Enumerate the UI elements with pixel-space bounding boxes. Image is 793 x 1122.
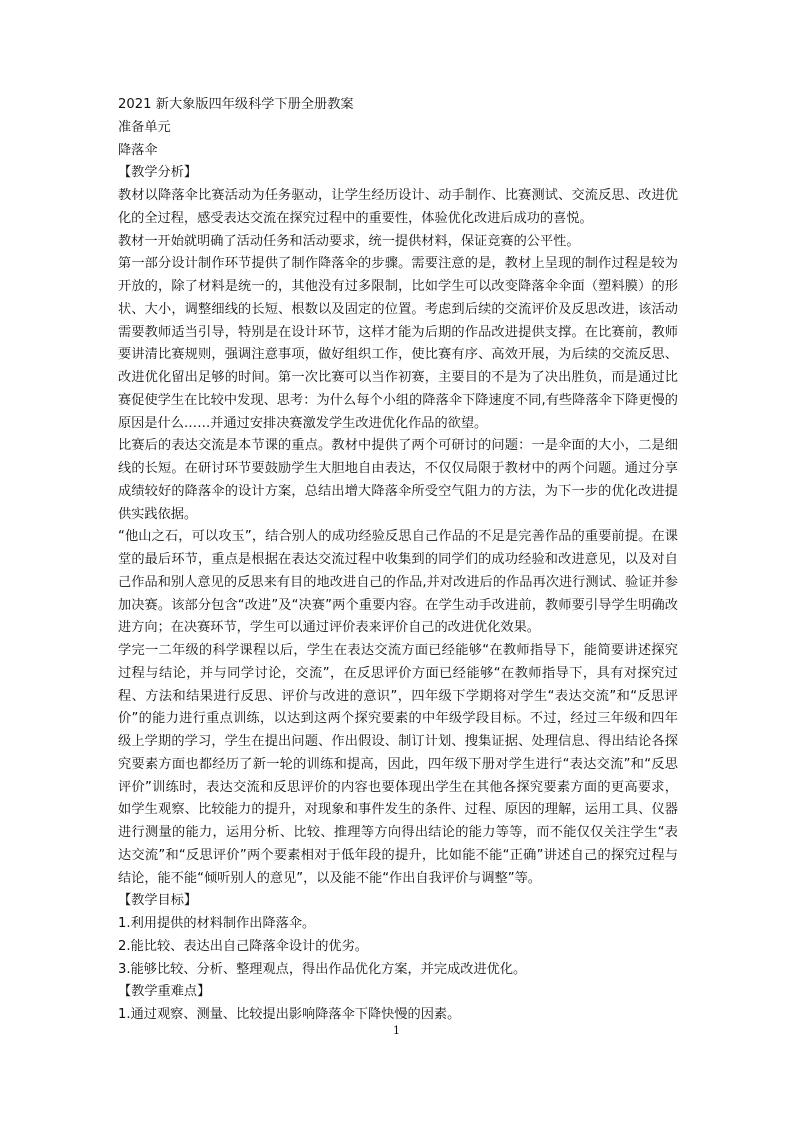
goal-item: 1.利用提供的材料制作出降落伞。 (118, 916, 316, 931)
paragraph: 教材以降落伞比赛活动为任务驱动，让学生经历设计、动手制作、比赛测试、交流反思、改进优化的全过程，感受表达交流在探究过程中的重要性，体验优化改进后成功的喜悦。 (118, 188, 678, 226)
goal-item: 3.能够比较、分析、整理观点，得出作品优化方案，并完成改进优化。 (118, 961, 527, 977)
section-heading-analysis: 【教学分析】 (118, 165, 198, 181)
paragraph: 第一部分设计制作环节提供了制作降落伞的步骤。需要注意的是，教材上呈现的制作过程是较为开放的，除了材料是统一的，其他没有过多限制，比如学生可以改变降落伞伞面（塑料膜）的形状、大小，调整细线的长短、根数以及固定的位置。考虑到后续的交流评价及反思改进，该活动需要教师适当引导，特别是在设计环节，这样才能为后期的作品改进提供支撑。在比赛前，教师要讲清比赛规则，强调注意事项，做好组织工作，使比赛有序、高效开展，为后续的交流反思、改进优化留出足够的时间。第一次比赛可以当作初赛，主要目的不是为了决出胜负，而是通过比赛促使学生在比较中发现、思考：为什么每个小组的降落伞下降速度不同,有些降落伞下降更慢的原因是什么……并通过安排决赛激发学生改进优化作品的欲望。 (118, 256, 678, 431)
document-title: 2021 新大象版四年级科学下册全册教案 (118, 97, 354, 112)
lesson-title: 降落伞 (118, 142, 158, 158)
goal-item: 2.能比较、表达出自己降落伞设计的优劣。 (118, 938, 368, 954)
unit-title: 准备单元 (118, 119, 171, 135)
section-heading-key-points: 【教学重难点】 (118, 984, 211, 1000)
paragraph: 学完一二年级的科学课程以后，学生在表达交流方面已经能够“在教师指导下，能简要讲述探究过程与结论，并与同学讨论，交流”，在反思评价方面已经能够“在教师指导下，具有对探究过程、方法和结果进行反思、评价与改进的意识”，四年级下学期将对学生“表达交流”和“反思评价”的能力进行重点训练，以达到这两个探究要素的中年级学段目标。不过，经过三年级和四年级上学期的学习，学生在提出问题、作出假设、制订计划、搜集证据、处理信息、得出结论各探究要素方面也都经历了新一轮的训练和提高，因此，四年级下册对学生进行“表达交流”和“反思评价”训练时，表达交流和反思评价的内容也要体现出学生在其他各探究要素方面的更高要求，如学生观察、比较能力的提升，对现象和事件发生的条件、过程、原因的理解，运用工具、仪器进行测量的能力，运用分析、比较、推理等方向得出结论的能力等等，而不能仅仅关注学生“表达交流”和“反思评价”两个要素相对于低年段的提升，比如能不能“正确”讲述自己的探究过程与结论，能不能“倾听别人的意见”，以及能不能“作出自我评价与调整”等。 (118, 643, 678, 886)
paragraph: 教材一开始就明确了活动任务和活动要求，统一提供材料，保证竞赛的公平性。 (118, 233, 580, 249)
section-heading-goals: 【教学目标】 (118, 893, 198, 909)
page-number: 1 (393, 1024, 400, 1037)
paragraph: 比赛后的表达交流是本节课的重点。教材中提供了两个可研讨的问题：一是伞面的大小，二是细线的长短。在研讨环节要鼓励学生大胆地自由表达，不仅仅局限于教材中的两个问题。通过分享成绩较好的降落伞的设计方案，总结出增大降落伞所受空气阻力的方法，为下一步的优化改进提供实践依据。 (118, 438, 678, 522)
paragraph: “他山之石，可以攻玉”，结合别人的成功经验反思自己作品的不足是完善作品的重要前提。在课堂的最后环节，重点是根据在表达交流过程中收集到的同学们的成功经验和改进意见，以及对自己作品和别人意见的反思来有目的地改进自己的作品,并对改进后的作品再次进行测试、验证并参加决赛。该部分包含“改进”及“决赛”两个重要内容。在学生动手改进前，教师要引导学生明确改进方向；在决赛环节，学生可以通过评价表来评价自己的改进优化效果。 (118, 529, 678, 636)
key-point-item: 1.通过观察、测量、比较提出影响降落伞下降快慢的因素。 (118, 1007, 461, 1022)
document-body (118, 94, 678, 1027)
